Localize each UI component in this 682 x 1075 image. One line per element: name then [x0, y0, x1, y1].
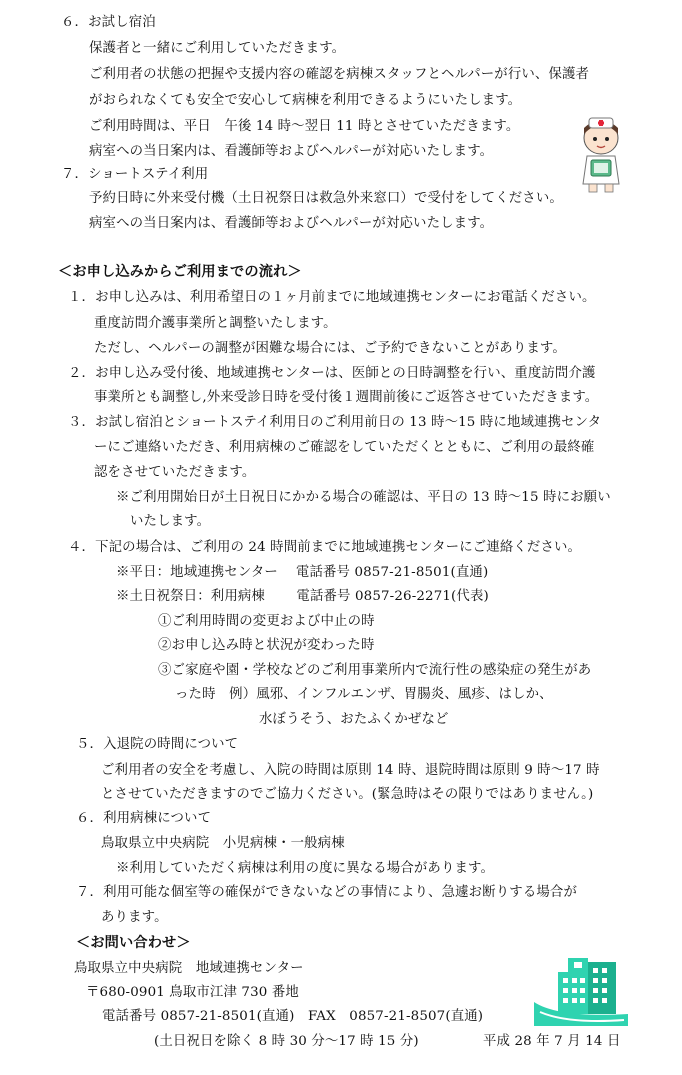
case-3: ③ご家庭や園・学校などのご利用事業所内で流行性の感染症の発生があ	[158, 663, 592, 678]
flow-heading: ＜お申し込みからご利用までの流れ＞	[58, 264, 302, 280]
flow-step-2-line-2: 事業所とも調整し,外来受診日時を受付後１週間前後にご返答させていただきます。	[94, 390, 599, 405]
flow-step-1-line-2: 重度訪問介護事業所と調整いたします。	[94, 316, 337, 331]
flow-step-4: ４．下記の場合は、ご利用の 24 時間前までに地域連携センターにご連絡ください。	[68, 540, 582, 555]
flow-step-2: ２．お申し込み受付後、地域連携センターは、医師との日時調整を行い、重度訪問介護	[68, 366, 596, 381]
contact-weekday: ※平日：地域連携センター 電話番号 0857-21-8501(直通)	[116, 565, 489, 580]
admission-time-line-2: とさせていただきますのでご協力ください。(緊急時はその限りではありません。)	[101, 787, 594, 802]
flow-step-3-note-line-2: いたします。	[130, 514, 211, 529]
contact-hours: (土日祝日を除く 8 時 30 分～17 時 15 分)	[154, 1034, 419, 1049]
heading-admission-time: ５．入退院の時間について	[76, 737, 239, 752]
heading-ward: ６．利用病棟について	[76, 811, 212, 826]
short-stay-line-2: 病室への当日案内は、看護師等およびヘルパーが対応いたします。	[89, 216, 494, 231]
flow-step-1: １．お申し込みは、利用希望日の１ヶ月前までに地域連携センターにお電話ください。	[68, 290, 596, 305]
flow-step-3-note: ※ご利用開始日が土日祝日にかかる場合の確認は、平日の 13 時～15 時にお願い	[116, 490, 611, 505]
trial-stay-line-1: 保護者と一緒にご利用していただきます。	[89, 41, 346, 56]
flow-step-1-line-3: ただし、ヘルパーの調整が困難な場合には、ご予約できないことがあります。	[94, 341, 566, 356]
trial-stay-line-3: がおられなくても安全で安心して病棟を利用できるようにいたします。	[89, 93, 522, 108]
contact-holiday: ※土日祝祭日：利用病棟 電話番号 0857-26-2271(代表)	[116, 589, 489, 604]
contact-address: 〒680-0901 鳥取市江津 730 番地	[86, 985, 299, 1000]
trial-stay-line-2: ご利用者の状態の把握や支援内容の確認を病棟スタッフとヘルパーが行い、保護者	[89, 67, 590, 82]
ward-line-2: ※利用していただく病棟は利用の度に異なる場合があります。	[116, 861, 495, 876]
flow-step-3: ３．お試し宿泊とショートステイ利用日のご利用前日の 13 時～15 時に地域連携センタ	[68, 415, 602, 430]
trial-stay-line-5: 病室への当日案内は、看護師等およびヘルパーが対応いたします。	[89, 144, 494, 159]
hospital-building-logo-icon	[528, 954, 636, 1028]
case-1: ①ご利用時間の変更および中止の時	[158, 614, 375, 629]
flow-step-3-line-3: 認をさせていただきます。	[94, 465, 256, 480]
document-date: 平成 28 年 7 月 14 日	[483, 1034, 621, 1049]
nurse-character-icon	[577, 114, 625, 194]
contact-phone-fax: 電話番号 0857-21-8501(直通) FAX 0857-21-8507(直通)	[102, 1009, 484, 1024]
admission-time-line-1: ご利用者の安全を考慮し、入院の時間は原則 14 時、退院時間は原則 9 時～17 時	[101, 763, 600, 778]
case-3-line-2: った時 例）風邪、インフルエンザ、胃腸炎、風疹、はしか、	[175, 687, 553, 702]
contact-heading: ＜お問い合わせ＞	[76, 935, 191, 951]
trial-stay-line-4: ご利用時間は、平日 午後 14 時～翌日 11 時とさせていただきます。	[89, 119, 520, 134]
heading-trial-stay: ６．お試し宿泊	[61, 15, 156, 30]
contact-organization: 鳥取県立中央病院 地域連携センター	[74, 961, 304, 976]
ward-line-1: 鳥取県立中央病院 小児病棟・一般病棟	[101, 836, 345, 851]
short-stay-line-1: 予約日時に外来受付機（土日祝祭日は救急外来窓口）で受付をしてください。	[89, 191, 563, 206]
refusal-notice: ７．利用可能な個室等の確保ができないなどの事情により、急遽お断りする場合が	[76, 885, 578, 900]
refusal-notice-line-2: あります。	[101, 910, 168, 925]
case-3-line-3: 水ぼうそう、おたふくかぜなど	[259, 712, 449, 727]
flow-step-3-line-2: ーにご連絡いただき、利用病棟のご確認をしていただくとともに、ご利用の最終確	[94, 440, 595, 455]
heading-short-stay: ７．ショートステイ利用	[61, 167, 209, 182]
case-2: ②お申し込み時と状況が変わった時	[158, 638, 375, 653]
